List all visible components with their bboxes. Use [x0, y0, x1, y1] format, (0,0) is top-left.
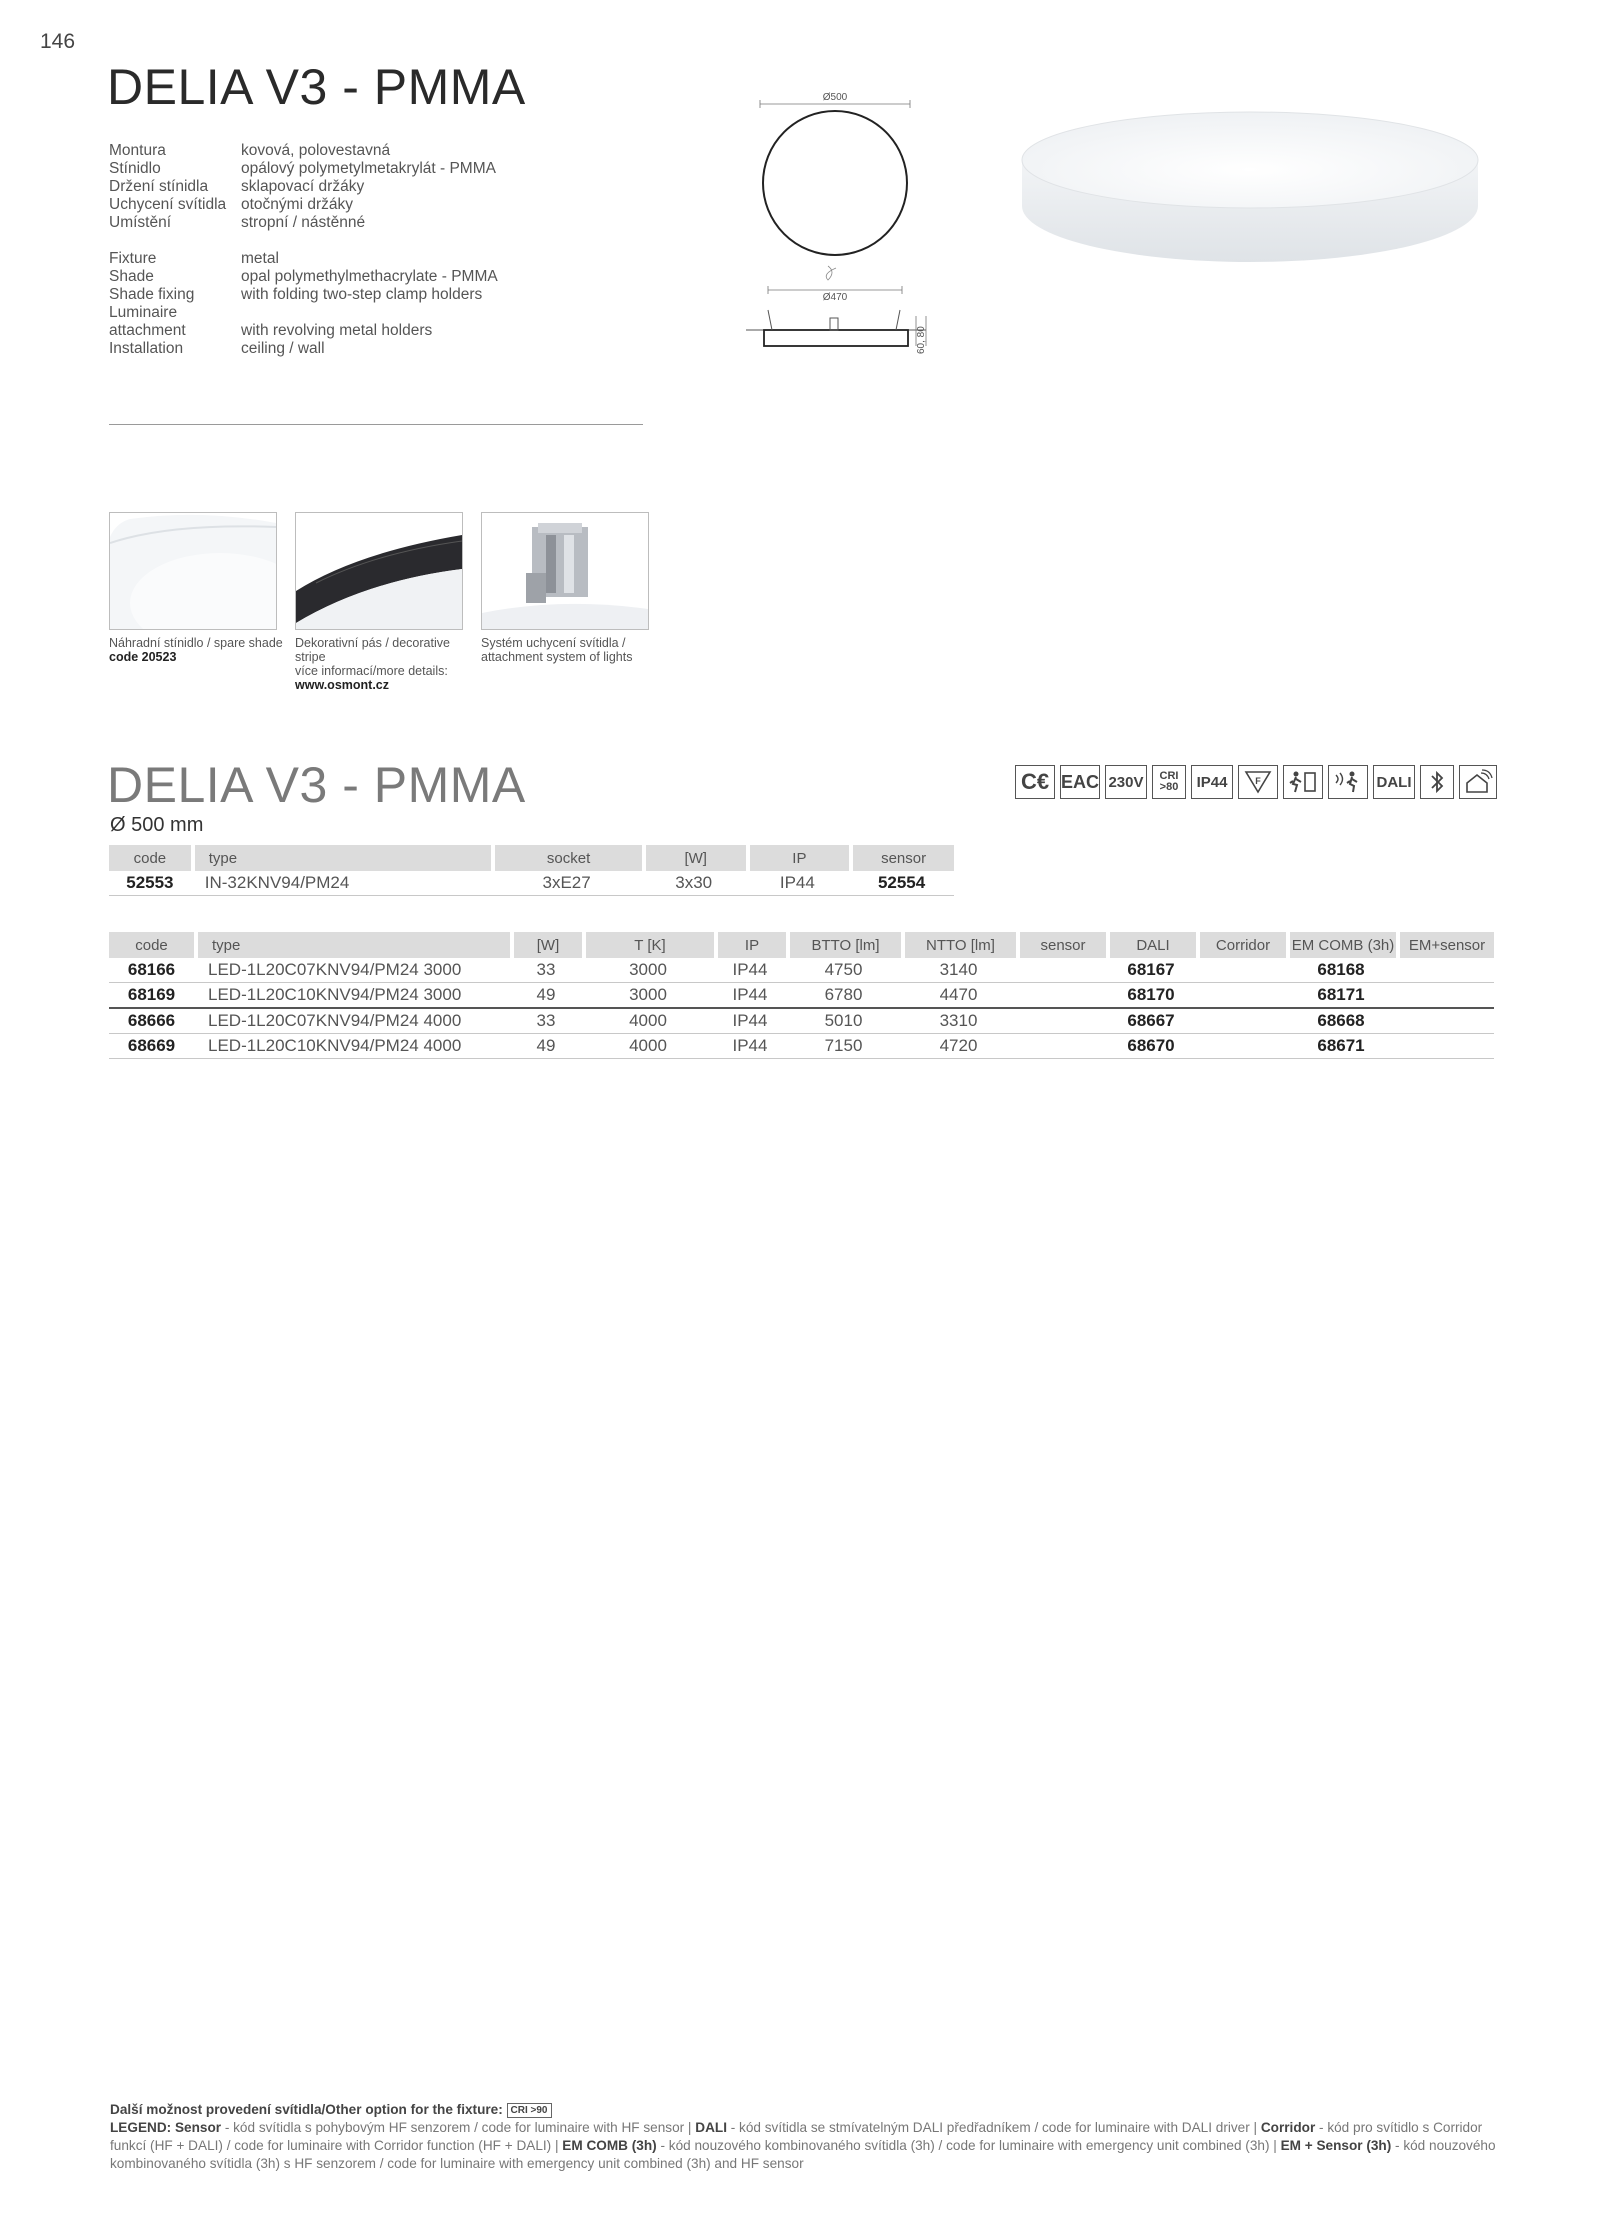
spec-value: with folding two-step clamp holders [241, 286, 483, 303]
page-title: DELIA V3 - PMMA [107, 59, 526, 115]
table-cell: 4470 [901, 983, 1016, 1009]
spec-value: metal [241, 250, 279, 267]
legend-description: - kód pro svítidlo s Corridor funkcí (HF + DALI) / code for luminaire with Corridor function (HF + DALI) | [110, 2120, 1483, 2153]
technical-drawing-side-view [740, 262, 940, 362]
column-header: Corridor [1196, 932, 1286, 958]
spec-label: Installation [109, 340, 184, 357]
column-header: type [194, 932, 510, 958]
spec-row [109, 196, 498, 214]
column-header: sensor [849, 845, 954, 871]
table-cell: IN-32KNV94/PM24 [191, 871, 492, 896]
column-header: type [191, 845, 492, 871]
column-header: [W] [642, 845, 746, 871]
spec-label: Fixture [109, 250, 157, 267]
spec-label: Uchycení svítidla [109, 196, 227, 213]
table-cell: 3310 [901, 1009, 1016, 1034]
certification-icons [1015, 765, 1497, 799]
table-row [109, 958, 1494, 983]
spec-value: stropní / nástěnné [241, 214, 366, 231]
specifications [109, 142, 498, 358]
technical-drawing-top-view [740, 88, 940, 258]
thumbnail-caption-decorative-stripe: Dekorativní pás / decorative stripe více informací/more details: www.osmont.cz [295, 636, 450, 692]
table-cell: IP44 [714, 1034, 786, 1059]
table-cell: 68171 [1286, 983, 1396, 1009]
table-cell: 68669 [109, 1034, 194, 1059]
dali-icon: DALI [1373, 765, 1415, 799]
legend-description: - kód nouzového kombinovaného svítidla (3h) / code for luminaire with emergency unit combined (3h) | [656, 2138, 1281, 2153]
legend-description: - kód svítidla s pohybovým HF senzorem / code for luminaire with HF sensor | [221, 2120, 696, 2135]
spec-row [109, 178, 498, 196]
bluetooth-icon [1420, 765, 1454, 799]
table-cell: 49 [510, 1034, 582, 1059]
column-header: DALI [1106, 932, 1196, 958]
f-mark-icon [1238, 765, 1278, 799]
spec-label: Umístění [109, 214, 172, 231]
table-cell: 6780 [786, 983, 901, 1009]
emergency-icon [1283, 765, 1323, 799]
ce-icon: C€ [1015, 765, 1055, 799]
thumbnail-caption-attachment-system: Systém uchycení svítidla / attachment system of lights [481, 636, 633, 664]
table-cell: 68667 [1106, 1009, 1196, 1034]
table-cell [1196, 983, 1286, 1009]
table-cell: LED-1L20C07KNV94/PM24 3000 [194, 958, 510, 983]
table-cell: 52554 [849, 871, 954, 896]
table-cell: 68168 [1286, 958, 1396, 983]
table-cell: 4720 [901, 1034, 1016, 1059]
spec-value: ceiling / wall [241, 340, 325, 357]
legend-term: EM + Sensor (3h) [1280, 2138, 1392, 2153]
column-header: sensor [1016, 932, 1106, 958]
other-option-label: Další možnost provedení svítidla/Other option for the fixture: [110, 2102, 503, 2117]
product-table-e27 [109, 845, 954, 896]
table-cell: 49 [510, 983, 582, 1009]
table-cell: IP44 [714, 1009, 786, 1034]
table-cell [1196, 1034, 1286, 1059]
legend-term: EM COMB (3h) [562, 2138, 657, 2153]
table-cell [1396, 1009, 1494, 1034]
table-cell [1016, 1009, 1106, 1034]
table-cell: 68670 [1106, 1034, 1196, 1059]
spec-row [109, 214, 498, 232]
table-cell: 4750 [786, 958, 901, 983]
spec-label: Držení stínidla [109, 178, 209, 195]
ip44-icon: IP44 [1191, 765, 1233, 799]
table-cell: 3140 [901, 958, 1016, 983]
table-row [109, 871, 954, 896]
legend-footer [110, 2101, 1500, 2173]
attachment-system-image [481, 512, 649, 630]
table-cell: 3xE27 [491, 871, 641, 896]
inner-diameter-label: Ø470 [822, 292, 848, 303]
svg-text:F: F [1255, 776, 1261, 786]
spare-shade-image [109, 512, 277, 630]
table-cell: 33 [510, 1009, 582, 1034]
spec-value: sklapovací držáky [241, 178, 365, 195]
column-header: EM COMB (3h) [1286, 932, 1396, 958]
column-header: code [109, 932, 194, 958]
column-header: BTTO [lm] [786, 932, 901, 958]
cri-90-badge: CRI >90 [507, 2103, 552, 2118]
legend-term: Corridor [1260, 2120, 1316, 2135]
diameter-label: Ø 500 mm [110, 814, 204, 836]
column-header: socket [491, 845, 641, 871]
column-header: IP [746, 845, 850, 871]
page-number: 146 [40, 30, 76, 53]
spec-value: otočnými držáky [241, 196, 353, 213]
legend-description: - kód nouzového kombinovaného svítidla (3h) s HF senzorem / code for luminaire with emergency unit combined (3h) and HF sensor [110, 2138, 1496, 2171]
table-cell: IP44 [714, 983, 786, 1009]
spec-row [109, 340, 498, 358]
table-cell: LED-1L20C07KNV94/PM24 4000 [194, 1009, 510, 1034]
thumbnail-caption-spare-shade: Náhradní stínidlo / spare shade code 20523 [109, 636, 283, 664]
spec-value: kovová, polovestavná [241, 142, 391, 159]
table-cell: 33 [510, 958, 582, 983]
table-cell [1196, 1009, 1286, 1034]
table-cell [1016, 958, 1106, 983]
voltage-230v-icon: 230V [1105, 765, 1147, 799]
spec-row [109, 160, 498, 178]
outer-diameter-label: Ø500 [822, 92, 848, 103]
table-cell [1396, 1034, 1494, 1059]
table-cell: IP44 [714, 958, 786, 983]
height-dimensions-label: 60, 80 [916, 326, 927, 354]
spec-label: Shade fixing [109, 286, 195, 303]
column-header: code [109, 845, 191, 871]
spec-label: Luminaire [109, 304, 178, 321]
table-cell: 3000 [582, 958, 714, 983]
spec-value: opálový polymetylmetakrylát - PMMA [241, 160, 496, 177]
spec-row [109, 268, 498, 286]
table-cell: 4000 [582, 1034, 714, 1059]
table-cell: 3000 [582, 983, 714, 1009]
table-cell [1016, 1034, 1106, 1059]
spec-label: Montura [109, 142, 166, 159]
spec-row [109, 142, 498, 160]
table-cell [1196, 958, 1286, 983]
table-cell: 3x30 [642, 871, 746, 896]
spec-row [109, 322, 498, 340]
column-header: EM+sensor [1396, 932, 1494, 958]
sensor-icon [1328, 765, 1368, 799]
table-cell: 68668 [1286, 1009, 1396, 1034]
table-cell [1396, 983, 1494, 1009]
column-header: IP [714, 932, 786, 958]
table-cell: 52553 [109, 871, 191, 896]
column-header: NTTO [lm] [901, 932, 1016, 958]
spec-value: opal polymethylmethacrylate - PMMA [241, 268, 498, 285]
spec-label: attachment [109, 322, 186, 339]
column-header: T [K] [582, 932, 714, 958]
table-cell: LED-1L20C10KNV94/PM24 4000 [194, 1034, 510, 1059]
table-cell: 68166 [109, 958, 194, 983]
table-cell: 68671 [1286, 1034, 1396, 1059]
decorative-stripe-image [295, 512, 463, 630]
table-cell [1016, 983, 1106, 1009]
table-cell: 68167 [1106, 958, 1196, 983]
legend-description: - kód svítidla se stmívatelným DALI předřadníkem / code for luminaire with DALI driver | [726, 2120, 1261, 2135]
table-row [109, 1009, 1494, 1034]
table-cell: 68169 [109, 983, 194, 1009]
table-cell [1396, 958, 1494, 983]
column-header: [W] [510, 932, 582, 958]
section-title: DELIA V3 - PMMA [107, 757, 526, 813]
eac-icon: EAC [1060, 765, 1100, 799]
table-cell: 68666 [109, 1009, 194, 1034]
spec-label: Shade [109, 268, 154, 285]
table-row [109, 1034, 1494, 1059]
smart-home-icon [1459, 765, 1497, 799]
cri-80-icon: CRI >80 [1152, 765, 1186, 799]
spec-label: Stínidlo [109, 160, 161, 177]
product-table-led [109, 932, 1494, 1059]
spec-row [109, 286, 498, 304]
table-cell: 4000 [582, 1009, 714, 1034]
table-cell: 68170 [1106, 983, 1196, 1009]
legend-term: Sensor [174, 2120, 222, 2135]
table-cell: IP44 [746, 871, 850, 896]
table-cell: 7150 [786, 1034, 901, 1059]
section-divider [109, 424, 643, 425]
spec-value: with revolving metal holders [241, 322, 433, 339]
product-photo [1010, 108, 1490, 278]
table-cell: 5010 [786, 1009, 901, 1034]
spec-row [109, 304, 498, 322]
table-cell: LED-1L20C10KNV94/PM24 3000 [194, 983, 510, 1009]
legend-text: LEGEND: Sensor - kód svítidla s pohybovým HF senzorem / code for luminaire with HF sensor | DALI - kód svítidla se stmívatelným DALI předřadníkem / code for luminaire with DALI driver | Corridor - kód pro svítidlo s Corridor funkcí (HF + DALI) / code for luminaire with Corridor function (HF + DALI) | EM COMB (3h) - kód nouzového kombinovaného svítidla (3h) / code for luminaire with emergency unit combined (3h) | EM + Sensor (3h) - kód nouzového kombinovaného svítidla (3h) s HF senzorem / code for luminaire with emergency unit combined (3h) and HF sensor [110, 2120, 1496, 2171]
spec-row [109, 250, 498, 268]
legend-term: DALI [695, 2120, 727, 2135]
table-row [109, 983, 1494, 1009]
website-link[interactable]: www.osmont.cz [295, 678, 389, 692]
